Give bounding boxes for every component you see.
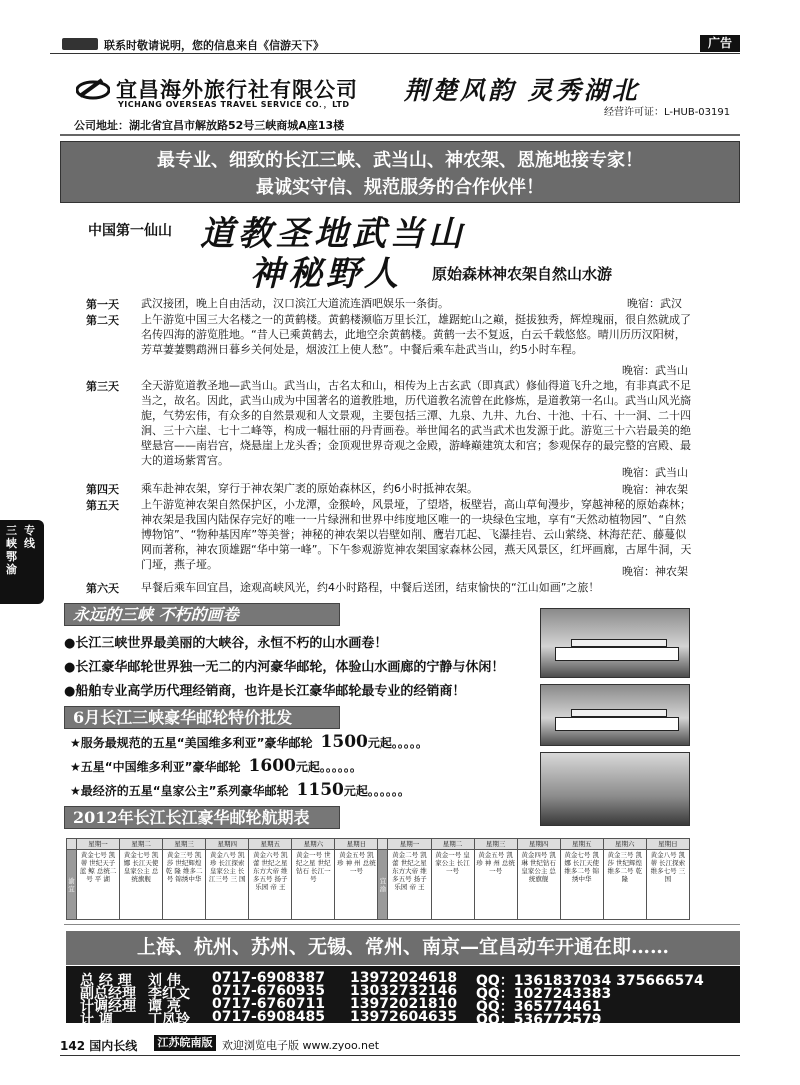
schedule-cell: 黄金三号 凯 莎 世纪辉煌 维多二号 乾 隆 bbox=[603, 850, 646, 920]
cruise-photo bbox=[540, 684, 690, 746]
schedule-cell: 黄金七号 凯 娜 长江天使 皇家公主 总统旗舰 bbox=[120, 850, 163, 920]
schedule-cell: 黄金六号 凯 蕾 世纪之星 东方大帝 维多五号 扬子乐园 帝 王 bbox=[249, 850, 292, 920]
contact-qq: QQ：1027243383 bbox=[476, 986, 612, 1002]
day-label: 第二天 bbox=[86, 314, 119, 327]
schedule-cell: 黄金八号 凯 珍 长江探索 皇家公主 长江三号 三 国 bbox=[206, 850, 249, 920]
contact-tel: 0717-6760935 bbox=[212, 983, 325, 999]
schedule-cell: 黄金一号 皇家公主 长江一号 bbox=[431, 850, 474, 920]
company-logo-icon bbox=[76, 76, 110, 102]
contact-name: 谭 亮 bbox=[148, 999, 181, 1015]
schedule-header-row bbox=[67, 839, 690, 850]
company-name-cn: 宜昌海外旅行社有限公司 bbox=[116, 78, 358, 102]
title-prefix: 中国第一仙山 bbox=[88, 223, 172, 239]
contact-mobile: 13972021810 bbox=[350, 996, 458, 1012]
day-lodge: 晚宿：武当山 bbox=[622, 466, 688, 479]
day-desc: 武汉接团，晚上自由活动，汉口滨江大道流连酒吧娱乐一条街。 bbox=[141, 297, 449, 310]
day-lodge: 晚宿：武汉 bbox=[627, 297, 682, 310]
edition-badge: 江苏皖南版 bbox=[154, 1035, 216, 1051]
contact-mobile: 13972024618 bbox=[350, 970, 458, 986]
contact-qq: QQ：365774461 bbox=[476, 999, 602, 1015]
schedule-cell: 黄金三号 凯 莎 世纪辉煌 乾 隆 维多二号 锦绣中华 bbox=[163, 850, 206, 920]
contact-role: 副总经理 bbox=[80, 986, 136, 1002]
slogan: 荆楚风韵 灵秀湖北 bbox=[404, 76, 640, 105]
cruise-price: 1500 bbox=[320, 732, 368, 752]
contact-tel: 0717-6760711 bbox=[212, 996, 325, 1012]
day-label: 第五天 bbox=[86, 499, 119, 512]
day-label: 第一天 bbox=[86, 298, 119, 311]
cruise-desc: ★五星“中国维多利亚”豪华邮轮 bbox=[70, 760, 241, 774]
weekday-header: 星期日 bbox=[646, 839, 689, 850]
cruise-offer bbox=[70, 732, 428, 752]
contact-role: 计 调 bbox=[80, 1012, 113, 1028]
contact-mobile: 13032732146 bbox=[350, 983, 458, 999]
weekday-header: 星期二 bbox=[431, 839, 474, 850]
day-lodge: 晚宿：神农架 bbox=[622, 483, 688, 496]
day-desc: 上午游览神农架自然保护区，小龙潭，金猴岭，风景垭，了望塔，板壁岩，高山草甸漫步，穿越神秘的原始森林；神农架是我国内陆保存完好的唯一一片绿洲和世界中纬度地区唯一的一块绿色宝地，享有“天然动植物园”、“自然博物馆”、“物种基因库”等美誉；神秘的神农架以岩壁如削、鹰岩兀起、飞瀑挂岩、云山萦绕、林海茫茫、藤蔓似网而著称，神农顶雄踞“华中第一峰”。下午参观游览神农架国家森林公园，燕天风景区，红坪画廊，古犀牛洞，天门垭，燕子垭。 bbox=[141, 498, 692, 571]
weekday-header: 星期四 bbox=[206, 839, 249, 850]
day-desc: 全天游览道教圣地—武当山。武当山，古名太和山，相传为上古玄武（即真武）修仙得道飞升之地，有非真武不足当之，故名。因此，武当山成为中国著名的道教胜地，历代道教名流曾在此修炼，是道教第一名山。武当山风光旖旎，气势宏伟，有众多的自然景观和人文景观，主要包括三潭、九泉、九井、九台、十池、十石、十一洞、二十四涧、三十六崖、七十二峰等，构成一幅壮丽的丹青画卷。举世闻名的武当武术也发源于此。游览三十六岩最美的绝壁悬宫——南岩宫，烧悬崖上龙头香；金顶观世界奇观之金殿，游峰巅建筑太和宫；参观保存的最完整的宫殿、最大的道场紫霄宫。 bbox=[141, 379, 691, 467]
address: 公司地址：湖北省宜昌市解放路52号三峡商城A座13楼 bbox=[74, 119, 345, 132]
weekday-header: 星期三 bbox=[163, 839, 206, 850]
side-tab-text: 三峡鄂渝 bbox=[6, 524, 17, 576]
day-text bbox=[141, 296, 693, 311]
title-sub: 原始森林神农架自然山水游 bbox=[432, 265, 613, 283]
cruise-offer bbox=[70, 780, 410, 800]
weekday-header: 星期五 bbox=[249, 839, 292, 850]
bullet-item: ●长江三峡世界最美丽的大峡谷，永恒不朽的山水画卷！ bbox=[64, 636, 388, 651]
schedule-cell: 黄金七号 凯 蒂 世纪天子 蓝 鲸 总统二号 平 湖 bbox=[77, 850, 120, 920]
day-label: 第三天 bbox=[86, 380, 119, 393]
website-link[interactable]: 欢迎浏览电子版 www.zyoo.net bbox=[222, 1039, 380, 1052]
title-main-2: 神秘野人 bbox=[250, 254, 402, 294]
contact-tel: 0717-6908485 bbox=[212, 1009, 325, 1025]
weekday-header: 星期五 bbox=[560, 839, 603, 850]
schedule-cell: 黄金一号 世纪之星 世纪钻石 长江一号 bbox=[292, 850, 335, 920]
cruise-tail: 元起。。。。。 bbox=[367, 736, 428, 750]
contact-name: 李红文 bbox=[148, 986, 190, 1002]
license: 经营许可证：L-HUB-03191 bbox=[604, 107, 731, 118]
cruise-photo bbox=[540, 608, 690, 678]
schedule-cell: 黄金五号 凯 珍 神 州 总统一号 bbox=[335, 850, 378, 920]
divider bbox=[60, 1055, 740, 1056]
schedule-cell: 黄金八号 凯 蒂 长江探索 维多七号 三 国 bbox=[646, 850, 689, 920]
schedule-row bbox=[67, 850, 690, 920]
day-label: 第六天 bbox=[86, 582, 119, 595]
contact-qq: QQ：536772579 bbox=[476, 1012, 602, 1028]
cruise-offer bbox=[70, 756, 362, 776]
divider bbox=[60, 134, 740, 136]
weekday-header: 星期一 bbox=[77, 839, 120, 850]
contact-name: 丁凤玲 bbox=[148, 1012, 190, 1028]
header-blank bbox=[67, 839, 77, 850]
gorge-photo bbox=[540, 752, 690, 826]
contact-qq: QQ：1361837034 375666574 bbox=[476, 973, 704, 989]
magazine-logo bbox=[62, 38, 98, 50]
weekday-header: 星期六 bbox=[603, 839, 646, 850]
bullet-item: ●长江豪华邮轮世界独一无二的内河豪华邮轮，体验山水画廊的宁静与休闲！ bbox=[64, 660, 505, 675]
day-desc: 早餐后乘车回宜昌，途观高峡风光，约4小时路程，中餐后送团，结束愉快的“江山如画”之旅！ bbox=[141, 581, 600, 594]
contact-tel: 0717-6908387 bbox=[212, 970, 325, 986]
schedule-cell: 黄金二号 凯 蕾 世纪之星 东方大帝 维多五号 扬子乐园 帝 王 bbox=[388, 850, 431, 920]
contact-role: 总 经 理 bbox=[80, 973, 132, 989]
cruise-tail: 元起。。。。。。 bbox=[343, 784, 410, 798]
day-lodge: 晚宿：武当山 bbox=[622, 364, 688, 377]
day-lodge: 晚宿：神农架 bbox=[622, 565, 688, 578]
weekday-header: 星期二 bbox=[120, 839, 163, 850]
header-blank bbox=[378, 839, 388, 850]
weekday-header: 星期三 bbox=[474, 839, 517, 850]
schedule-cell: 黄金五号 凯 珍 神 州 总统一号 bbox=[474, 850, 517, 920]
ship-deck bbox=[571, 639, 667, 647]
schedule-cell: 黄金七号 凯 娜 长江天使 维多二号 锦绣中华 bbox=[560, 850, 603, 920]
day-label: 第四天 bbox=[86, 483, 119, 496]
ship-hull bbox=[555, 647, 679, 661]
source-notice: 联系时敬请说明，您的信息来自《信游天下》 bbox=[104, 39, 324, 52]
cruise-price: 1600 bbox=[248, 756, 296, 776]
contact-name: 刘 伟 bbox=[148, 973, 181, 989]
weekday-header: 星期日 bbox=[335, 839, 378, 850]
weekday-header: 星期四 bbox=[517, 839, 560, 850]
banner-line-2: 最诚实守信、规范服务的合作伙伴！ bbox=[256, 177, 544, 198]
ship-hull bbox=[555, 717, 679, 731]
rail-banner: 上海、杭州、苏州、无锡、常州、南京—宜昌动车开通在即…… bbox=[66, 931, 740, 965]
day-text bbox=[141, 378, 693, 468]
schedule-table bbox=[66, 838, 690, 920]
company-name-en: YICHANG OVERSEAS TRAVEL SERVICE CO．，LTD bbox=[118, 100, 350, 109]
contact-role: 计调经理 bbox=[80, 999, 136, 1015]
section-b-title: 6月长江三峡豪华邮轮特价批发 bbox=[64, 706, 340, 729]
day-text bbox=[141, 481, 693, 496]
day-text bbox=[141, 312, 693, 374]
cruise-price: 1150 bbox=[296, 780, 344, 800]
day-text bbox=[141, 580, 693, 595]
divider bbox=[64, 924, 740, 925]
schedule-cell: 黄金四号 凯 琳 世纪钻石 皇家公主 总统旗舰 bbox=[517, 850, 560, 920]
weekday-header: 星期六 bbox=[292, 839, 335, 850]
contact-mobile: 13972604635 bbox=[350, 1009, 458, 1025]
section-a-title: 永远的三峡 不朽的画卷 bbox=[64, 603, 340, 626]
weekday-header: 星期一 bbox=[388, 839, 431, 850]
day-text bbox=[141, 497, 693, 572]
title-main-1: 道教圣地武当山 bbox=[200, 214, 466, 254]
page-number: 142 国内长线 bbox=[60, 1039, 138, 1053]
route-label: 宜渝 bbox=[378, 850, 388, 920]
bullet-item: ●船舶专业高学历代理经销商，也许是长江豪华邮轮最专业的经销商！ bbox=[64, 684, 466, 699]
cruise-tail: 元起。。。。。。 bbox=[295, 760, 362, 774]
route-label: 渝宜 bbox=[67, 850, 77, 920]
day-desc: 乘车赴神农架，穿行于神农架广袤的原始森林区，约6小时抵神农架。 bbox=[141, 482, 478, 495]
ad-label: 广告 bbox=[700, 35, 740, 52]
banner-line-1: 最专业、细致的长江三峡、武当山、神农架、恩施地接专家！ bbox=[157, 150, 643, 171]
cruise-desc: ★服务最规范的五星“美国维多利亚”豪华邮轮 bbox=[70, 736, 313, 750]
ship-deck bbox=[571, 709, 667, 717]
section-c-title: 2012年长江长江豪华邮轮航期表 bbox=[64, 806, 340, 829]
cruise-desc: ★最经济的五星“皇家公主”系列豪华邮轮 bbox=[70, 784, 289, 798]
day-desc: 上午游览中国三大名楼之一的黄鹤楼。黄鹤楼濒临万里长江，雄踞蛇山之巅，挺拔独秀，辉煌瑰丽，很自然就成了名传四海的游览胜地。“昔人已乘黄鹤去，此地空余黄鹤楼。黄鹤一去不复返，白云千载悠悠。晴川历历汉阳树，芳草萋萋鹦鹉洲日暮乡关何处是，烟波江上使人愁”。中餐后乘车赴武当山，约5小时车程。 bbox=[141, 313, 691, 356]
side-tab-text-2: 专线 bbox=[24, 524, 35, 550]
